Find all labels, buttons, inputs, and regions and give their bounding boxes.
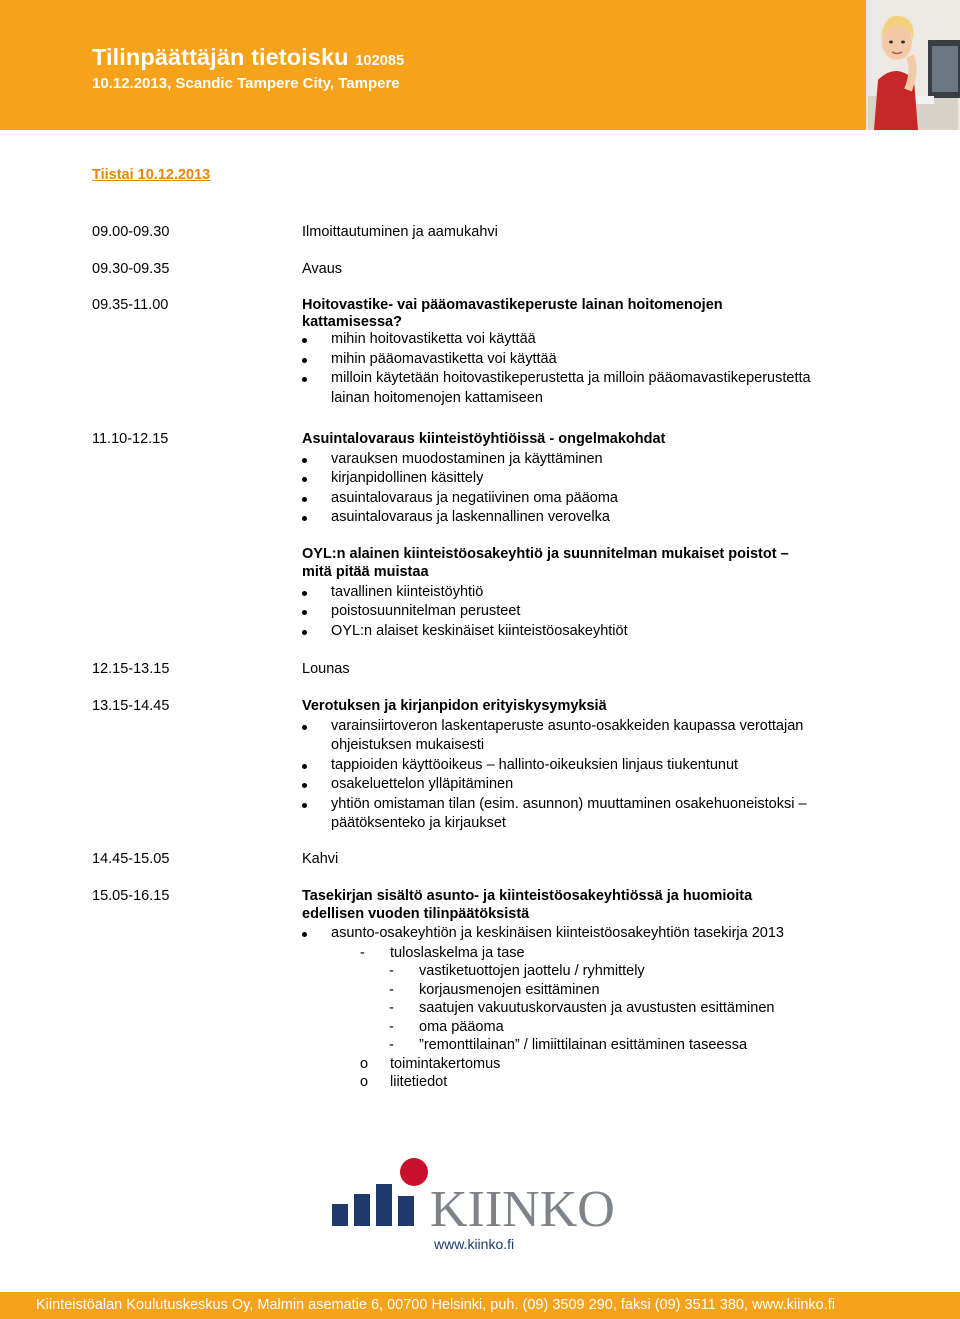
list-item: asuintalovaraus ja laskennallinen verovelka bbox=[302, 508, 872, 528]
list-item: OYL:n alaiset keskinäiset kiinteistöosakeyhtiöt bbox=[302, 622, 872, 642]
slot-time: 09.35-11.00 bbox=[92, 297, 169, 313]
slot-time: 11.10-12.15 bbox=[92, 431, 169, 447]
slot-subtitle: mitä pitää muistaa bbox=[302, 564, 429, 580]
topic-list bbox=[302, 330, 872, 408]
slot-title: Avaus bbox=[302, 261, 343, 277]
slot-time: 09.30-09.35 bbox=[92, 261, 170, 277]
woman-at-computer-image bbox=[866, 0, 960, 130]
bullet-icon bbox=[302, 591, 307, 596]
slot-time: 13.15-14.45 bbox=[92, 698, 170, 714]
day-title: Tiistai 10.12.2013 bbox=[92, 167, 211, 183]
bullet-icon bbox=[302, 377, 307, 382]
list-item: varauksen muodostaminen ja käyttäminen bbox=[302, 450, 872, 470]
logo-url: www.kiinko.fi bbox=[434, 1236, 515, 1252]
sub-sub-item: - korjausmenojen esittäminen bbox=[389, 981, 600, 998]
bullet-icon bbox=[302, 725, 307, 730]
bullet-icon bbox=[302, 497, 307, 502]
list-item: mihin hoitovastiketta voi käyttää bbox=[302, 330, 872, 350]
list-item: tavallinen kiinteistöyhtiö bbox=[302, 583, 872, 603]
bullet-icon bbox=[302, 458, 307, 463]
sub-sub-item: - vastiketuottojen jaottelu / ryhmittely bbox=[389, 963, 645, 979]
sub-item: o liitetiedot bbox=[360, 1074, 448, 1090]
slot-title: Asuintalovaraus kiinteistöyhtiöissä - ongelmakohdat bbox=[302, 431, 666, 447]
bullet-icon bbox=[302, 358, 307, 363]
slot-subtitle: OYL:n alainen kiinteistöosakeyhtiö ja suunnitelman mukaiset poistot – bbox=[302, 545, 789, 562]
bullet-icon bbox=[302, 932, 307, 937]
slot-title: Tasekirjan sisältö asunto- ja kiinteistöosakeyhtiössä ja huomioita bbox=[302, 888, 753, 904]
list-item: poistosuunnitelman perusteet bbox=[302, 602, 872, 622]
list-item: yhtiön omistaman tilan (esim. asunnon) muuttaminen osakehuoneistoksi – päätöksenteko ja kirjaukset bbox=[302, 795, 872, 834]
list-item: mihin pääomavastiketta voi käyttää bbox=[302, 350, 872, 370]
list-item: osakeluettelon ylläpitäminen bbox=[302, 775, 872, 795]
header-banner bbox=[0, 0, 960, 130]
sub-item: - tuloslaskelma ja tase bbox=[360, 944, 525, 961]
event-subtitle: 10.12.2013, Scandic Tampere City, Tampere bbox=[92, 75, 400, 92]
list-item: kirjanpidollinen käsittely bbox=[302, 469, 872, 489]
list-item: asunto-osakeyhtiön ja keskinäisen kiinteistöosakeyhtiön tasekirja 2013 bbox=[302, 924, 872, 944]
footer-bar bbox=[0, 1292, 960, 1319]
topic-list bbox=[302, 924, 872, 944]
sub-sub-item: - oma pääoma bbox=[389, 1018, 504, 1035]
event-title-text: Tilinpäättäjän tietoisku bbox=[92, 44, 349, 70]
slot-title: Verotuksen ja kirjanpidon erityiskysymyksiä bbox=[302, 698, 607, 714]
footer-contact: Kiinteistöalan Koulutuskeskus Oy, Malmin asematie 6, 00700 Helsinki, puh. (09) 3509 290, faksi (09) 3511 380, www.kiinko.fi bbox=[36, 1297, 835, 1313]
slot-time: 14.45-15.05 bbox=[92, 851, 170, 867]
topic-list bbox=[302, 450, 872, 528]
bullet-icon bbox=[302, 610, 307, 615]
slot-time: 15.05-16.15 bbox=[92, 888, 170, 904]
slot-time: 09.00-09.30 bbox=[92, 224, 170, 240]
event-code: 102085 bbox=[355, 53, 405, 69]
logo-wordmark: KIINKO bbox=[430, 1181, 615, 1238]
slot-title: Hoitovastike- vai pääomavastikeperuste lainan hoitomenojen bbox=[302, 297, 723, 313]
list-item: varainsiirtoveron laskentaperuste asunto-osakkeiden kaupassa verottajan ohjeistuksen mukaisesti bbox=[302, 717, 872, 756]
sub-item: o toimintakertomus bbox=[360, 1055, 501, 1072]
slot-time: 12.15-13.15 bbox=[92, 661, 170, 677]
slot-title: Kahvi bbox=[302, 851, 339, 867]
bullet-icon bbox=[302, 783, 307, 788]
bullet-icon bbox=[302, 630, 307, 635]
sub-sub-item: - ”remonttilainan” / limiittilainan esittäminen taseessa bbox=[389, 1037, 748, 1053]
list-item: asuintalovaraus ja negatiivinen oma pääoma bbox=[302, 489, 872, 509]
slot-title: edellisen vuoden tilinpäätöksistä bbox=[302, 905, 530, 922]
bullet-icon bbox=[302, 338, 307, 343]
bullet-icon bbox=[302, 764, 307, 769]
kiinko-logo-mark bbox=[330, 1156, 630, 1256]
topic-list bbox=[302, 717, 872, 834]
sub-sub-item: - saatujen vakuutuskorvausten ja avustusten esittäminen bbox=[389, 1000, 775, 1016]
slot-title: Lounas bbox=[302, 661, 350, 677]
slot-title: Ilmoittautuminen ja aamukahvi bbox=[302, 224, 498, 240]
header-photo bbox=[866, 0, 960, 130]
slot-title: kattamisessa? bbox=[302, 313, 402, 330]
list-item: tappioiden käyttöoikeus – hallinto-oikeuksien linjaus tiukentunut bbox=[302, 756, 872, 776]
topic-list bbox=[302, 583, 872, 642]
event-title bbox=[92, 44, 404, 71]
bullet-icon bbox=[302, 477, 307, 482]
list-item: milloin käytetään hoitovastikeperustetta ja milloin pääomavastikeperustetta lainan hoitomenojen kattamiseen bbox=[302, 369, 872, 408]
kiinko-logo bbox=[330, 1156, 630, 1256]
bullet-icon bbox=[302, 516, 307, 521]
bullet-icon bbox=[302, 803, 307, 808]
